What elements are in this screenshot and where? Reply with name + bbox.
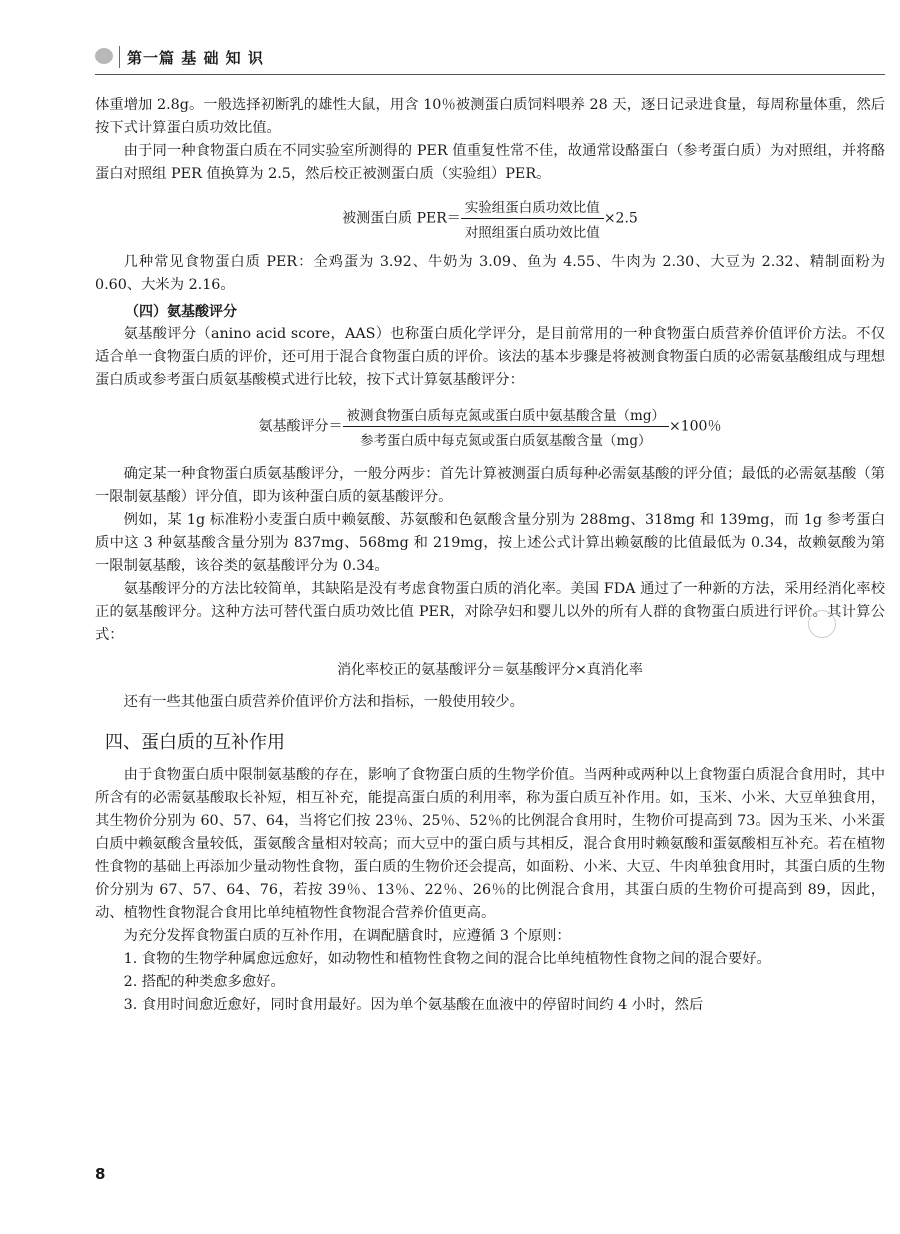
formula-numerator: 被测食物蛋白质每克氮或蛋白质中氨基酸含量（mg） [343,404,669,427]
list-item: 2. 搭配的种类愈多愈好。 [123,974,285,990]
formula-fraction [343,404,669,449]
paragraph: 为充分发挥食物蛋白质的互补作用，在调配膳食时，应遵循 3 个原则： [123,928,571,944]
aas-formula [95,404,885,449]
page-content [95,94,885,1017]
formula-lhs: 被测蛋白质 PER＝ [342,210,461,227]
formula-fraction [461,196,604,241]
formula-numerator: 实验组蛋白质功效比值 [461,196,604,219]
paragraph: 体重增加 2.8g。一般选择初断乳的雄性大鼠，用含 10％被测蛋白质饲料喂养 28 天，逐日记录进食量，每周称量体重，然后按下式计算蛋白质功效比值。 [95,97,885,136]
header-divider [119,46,120,68]
per-formula [95,196,885,241]
formula-rhs: ×100％ [669,418,722,435]
formula-lhs: 氨基酸评分＝ [258,418,343,435]
list-item: 3. 食用时间愈近愈好，同时食用最好。因为单个氨基酸在血液中的停留时间约 4 小时，然后 [123,997,704,1013]
paragraph: 还有一些其他蛋白质营养价值评价方法和指标，一般使用较少。 [123,694,524,710]
paragraph: 由于同一种食物蛋白质在不同实验室所测得的 PER 值重复性常不佳，故通常设酪蛋白（参考蛋白质）为对照组，并将酪蛋白对照组 PER 值换算为 2.5，然后校正被测蛋白质（实验组）PER。 [95,143,885,182]
page-number: 8 [95,1165,106,1183]
formula-denominator: 参考蛋白质中每克氮或蛋白质氨基酸含量（mg） [360,433,652,449]
paragraph: 例如，某 1g 标准粉小麦蛋白质中赖氨酸、苏氨酸和色氨酸含量分别为 288mg、318mg 和 139mg，而 1g 参考蛋白质中这 3 种氨基酸含量分别为 837mg、568mg 和 219mg，按上述公式计算出赖氨酸的比值最低为 0.34，故赖氨酸为第一限制氨基酸，该谷类的氨基酸评分为 0.34。 [95,512,885,574]
paragraph: 氨基酸评分的方法比较简单，其缺陷是没有考虑食物蛋白质的消化率。美国 FDA 通过了一种新的方法，采用经消化率校正的氨基酸评分。这种方法可替代蛋白质功效比值 PER，对除孕妇和婴儿以外的所有人群的食物蛋白质进行评价。其计算公式： [95,581,885,643]
formula-rhs: ×2.5 [603,210,638,227]
header-title: 第一篇 基 础 知 识 [127,49,264,67]
page-header [95,38,885,78]
pdcaas-formula: 消化率校正的氨基酸评分＝氨基酸评分×真消化率 [337,662,643,678]
header-rule [95,74,885,75]
subheading: （四）氨基酸评分 [125,304,237,320]
paragraph: 确定某一种食物蛋白质氨基酸评分，一般分两步：首先计算被测蛋白质每种必需氨基酸的评分值；最低的必需氨基酸（第一限制氨基酸）评分值，即为该种蛋白质的氨基酸评分。 [95,466,885,505]
section-heading: 四、蛋白质的互补作用 [105,732,285,753]
side-watermark-icon [808,610,836,638]
list-item: 1. 食物的生物学种属愈远愈好，如动物性和植物性食物之间的混合比单纯植物性食物之间的混合要好。 [123,951,771,967]
paragraph: 几种常见食物蛋白质 PER：全鸡蛋为 3.92、牛奶为 3.09、鱼为 4.55、牛肉为 2.30、大豆为 2.32、精制面粉为 0.60、大米为 2.16。 [95,254,885,293]
formula-denominator: 对照组蛋白质功效比值 [464,225,600,241]
header-logo-icon [95,48,113,64]
paragraph: 由于食物蛋白质中限制氨基酸的存在，影响了食物蛋白质的生物学价值。当两种或两种以上食物蛋白质混合食用时，其中所含有的必需氨基酸取长补短，相互补充，能提高蛋白质的利用率，称为蛋白质互补作用。如，玉米、小米、大豆单独食用，其生物价分别为 60、57、64，当将它们按 23％、25％、52％的比例混合食用时，生物价可提高到 73。因为玉米、小米蛋白质中赖氨酸含量较低，蛋氨酸含量相对较高；而大豆中的蛋白质与其相反，混合食用时赖氨酸和蛋氨酸相互补充。若在植物性食物的基础上再添加少量动物性食物，蛋白质的生物价还会提高，如面粉、小米、大豆、牛肉单独食用时，其蛋白质的生物价分别为 67、57、64、76，若按 39％、13％、22％、26％的比例混合食用，其蛋白质的生物价可提高到 89，因此，动、植物性食物混合食用比单纯植物性食物混合营养价值更高。 [95,767,885,921]
paragraph: 氨基酸评分（anino acid score，AAS）也称蛋白质化学评分，是目前常用的一种食物蛋白质营养价值评价方法。不仅适合单一食物蛋白质的评价，还可用于混合食物蛋白质的评价。该法的基本步骤是将被测食物蛋白质的必需氨基酸组成与理想蛋白质或参考蛋白质氨基酸模式进行比较，按下式计算氨基酸评分： [95,326,885,388]
